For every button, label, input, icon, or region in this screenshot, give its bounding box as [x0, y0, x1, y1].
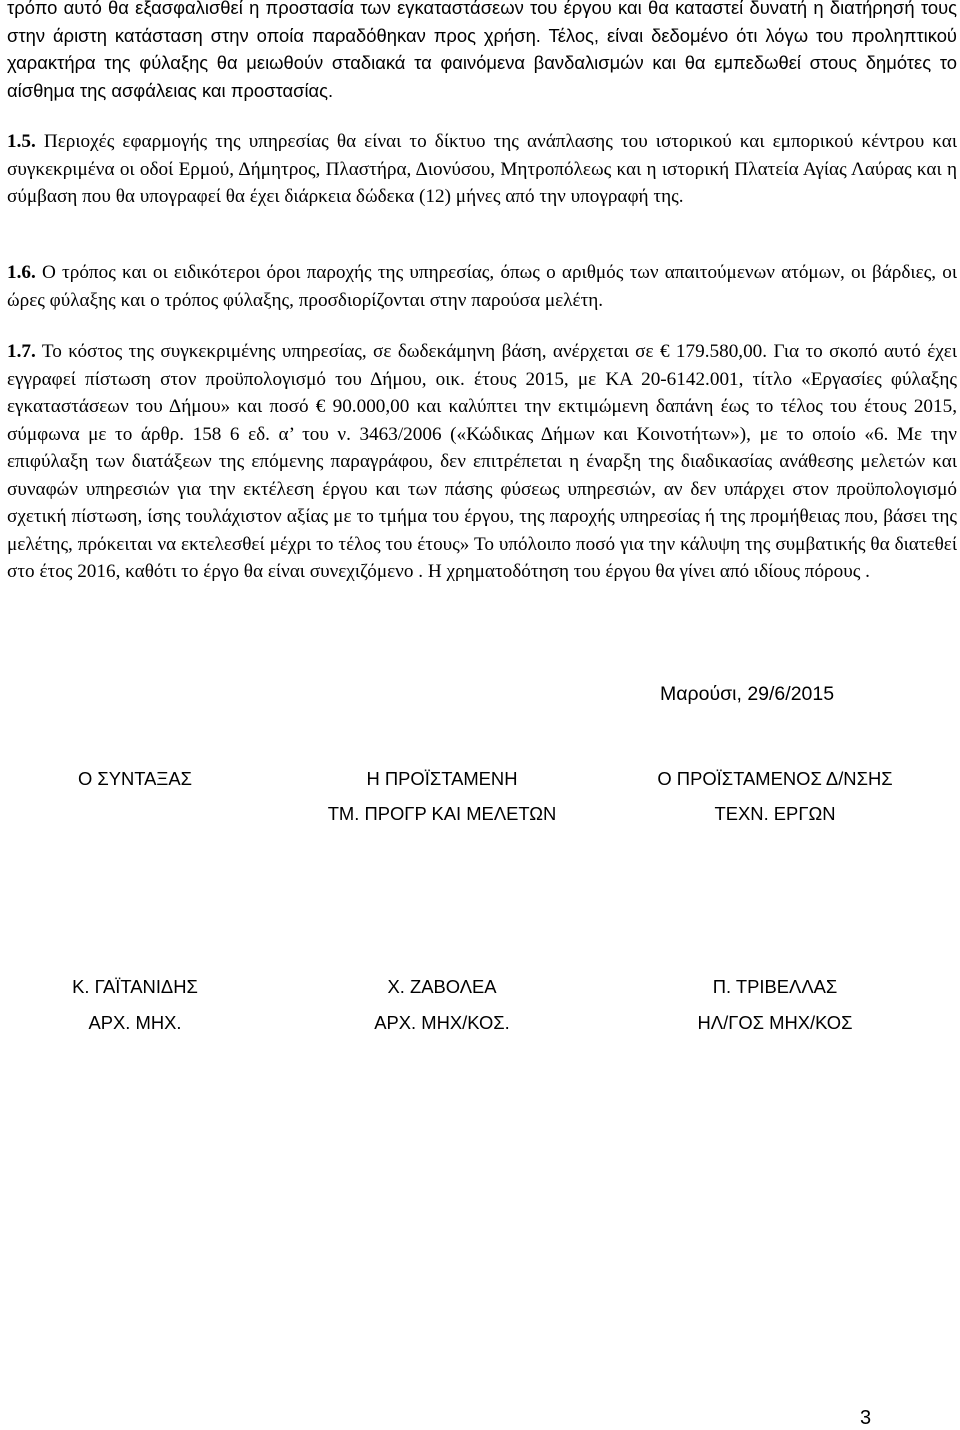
- signatory-2-department: ΤΜ. ΠΡΟΓΡ ΚΑΙ ΜΕΛΕΤΩΝ: [327, 803, 557, 824]
- section-1-7-paragraph: [7, 338, 957, 586]
- section-1-6-number: 1.6.: [7, 262, 36, 283]
- signatory-1-name: Κ. ΓΑΪΤΑΝΙΔΗΣ: [72, 976, 198, 997]
- signatory-2-title: ΑΡΧ. ΜΗΧ/ΚΟΣ.: [374, 1012, 510, 1033]
- section-1-7-text: Το κόστος της συγκεκριμένης υπηρεσίας, σε δωδεκάμηνη βάση, ανέρχεται σε € 179.580,00. Για το σκοπό αυτό έχει εγγραφεί πίστωση στον προϋπολογισμό του Δήμου, οικ. έτους 2015, με ΚΑ 20-6142.001, τίτλο «Εργασίες φύλαξης εγκαταστάσεων του Δήμου» και ποσό € 90.000,00 και καλύπτει την εκτιμώμενη δαπάνη έως το τέλος του έτους 2015, σύμφωνα με το άρθρ. 158 6 εδ. α’ του ν. 3463/2006 («Κώδικας Δήμων και Κοινοτήτων»), με το οποίο «6. Με την επιφύλαξη των διατάξεων της επόμενης παραγράφου, δεν επιτρέπεται η έναρξη της διαδικασίας ανάθεσης μελετών και συναφών υπηρεσιών για την εκτέλεση έργου και των πάσης φύσεως υπηρεσιών, αν δεν υπάρχει στον προϋπολογισμό σχετική πίστωση, ίσης τουλάχιστον αξίας με το τμήμα του έργου, της παροχής υπηρεσίας ή της προμήθειας που, βάσει της μελέτης, πρόκειται να εκτελεσθεί μέχρι το τέλος του έτους» Το υπόλοιπο ποσό για την κάλυψη της συμβατικής θα διατεθεί στο έτος 2016, καθότι το έργο θα είναι συνεχιζόμενο . Η χρηματοδότηση του έργου θα γίνει από ιδίους πόρους .: [7, 341, 958, 582]
- signatory-3-department: ΤΕΧΝ. ΕΡΓΩΝ: [714, 803, 836, 824]
- signatory-3-role: Ο ΠΡΟΪΣΤΑΜΕΝΟΣ Δ/ΝΣΗΣ: [657, 768, 893, 789]
- signatory-1-title: ΑΡΧ. ΜΗΧ.: [88, 1012, 182, 1033]
- section-1-6-text: Ο τρόπος και οι ειδικότεροι όροι παροχής της υπηρεσίας, όπως ο αριθμός των απαιτούμενων ατόμων, οι βάρδιες, οι ώρες φύλαξης και ο τρόπος φύλαξης, προσδιορίζονται στην παρούσα μελέτη.: [7, 262, 957, 311]
- place-and-date: Μαρούσι, 29/6/2015: [660, 683, 835, 705]
- section-1-7-number: 1.7.: [7, 341, 36, 362]
- signatory-1-role: Ο ΣΥΝΤΑΞΑΣ: [77, 768, 193, 789]
- section-1-5-number: 1.5.: [7, 131, 36, 152]
- section-1-6-paragraph: [7, 259, 957, 314]
- signatory-2-name: Χ. ΖΑΒΟΛΕΑ: [387, 976, 497, 997]
- signatory-3-name: Π. ΤΡΙΒΕΛΛΑΣ: [712, 976, 838, 997]
- intro-paragraph: τρόπο αυτό θα εξασφαλισθεί η προστασία των εγκαταστάσεων του έργου και θα καταστεί δυνατή η διατήρησή τους στην άριστη κατάσταση στην οποία παραδόθηκαν προς χρήση. Τέλος, είναι δεδομένο ότι λόγω του προληπτικού χαρακτήρα της φύλαξης θα μειωθούν σταδιακά τα φαινόμενα βανδαλισμών και θα εμπεδωθεί στους δημότες το αίσθημα της ασφάλειας και προστασίας.: [7, 0, 957, 101]
- signatory-3-title: ΗΛ/ΓΟΣ ΜΗΧ/ΚΟΣ: [697, 1012, 853, 1033]
- section-1-5-text: Περιοχές εφαρμογής της υπηρεσίας θα είναι το δίκτυο της ανάπλασης του ιστορικού και εμπορικού κέντρου και συγκεκριμένα οι οδοί Ερμού, Δήμητρος, Πλαστήρα, Διονύσου, Μητροπόλεως και η ιστορική Πλατεία Αγίας Λαύρας και η σύμβαση που θα υπογραφεί θα έχει διάρκεια δώδεκα (12) μήνες από την υπογραφή της.: [7, 131, 958, 207]
- page-number: 3: [860, 1407, 872, 1429]
- section-1-5-paragraph: [7, 128, 957, 211]
- signatory-2-role: Η ΠΡΟΪΣΤΑΜΕΝΗ: [366, 768, 518, 789]
